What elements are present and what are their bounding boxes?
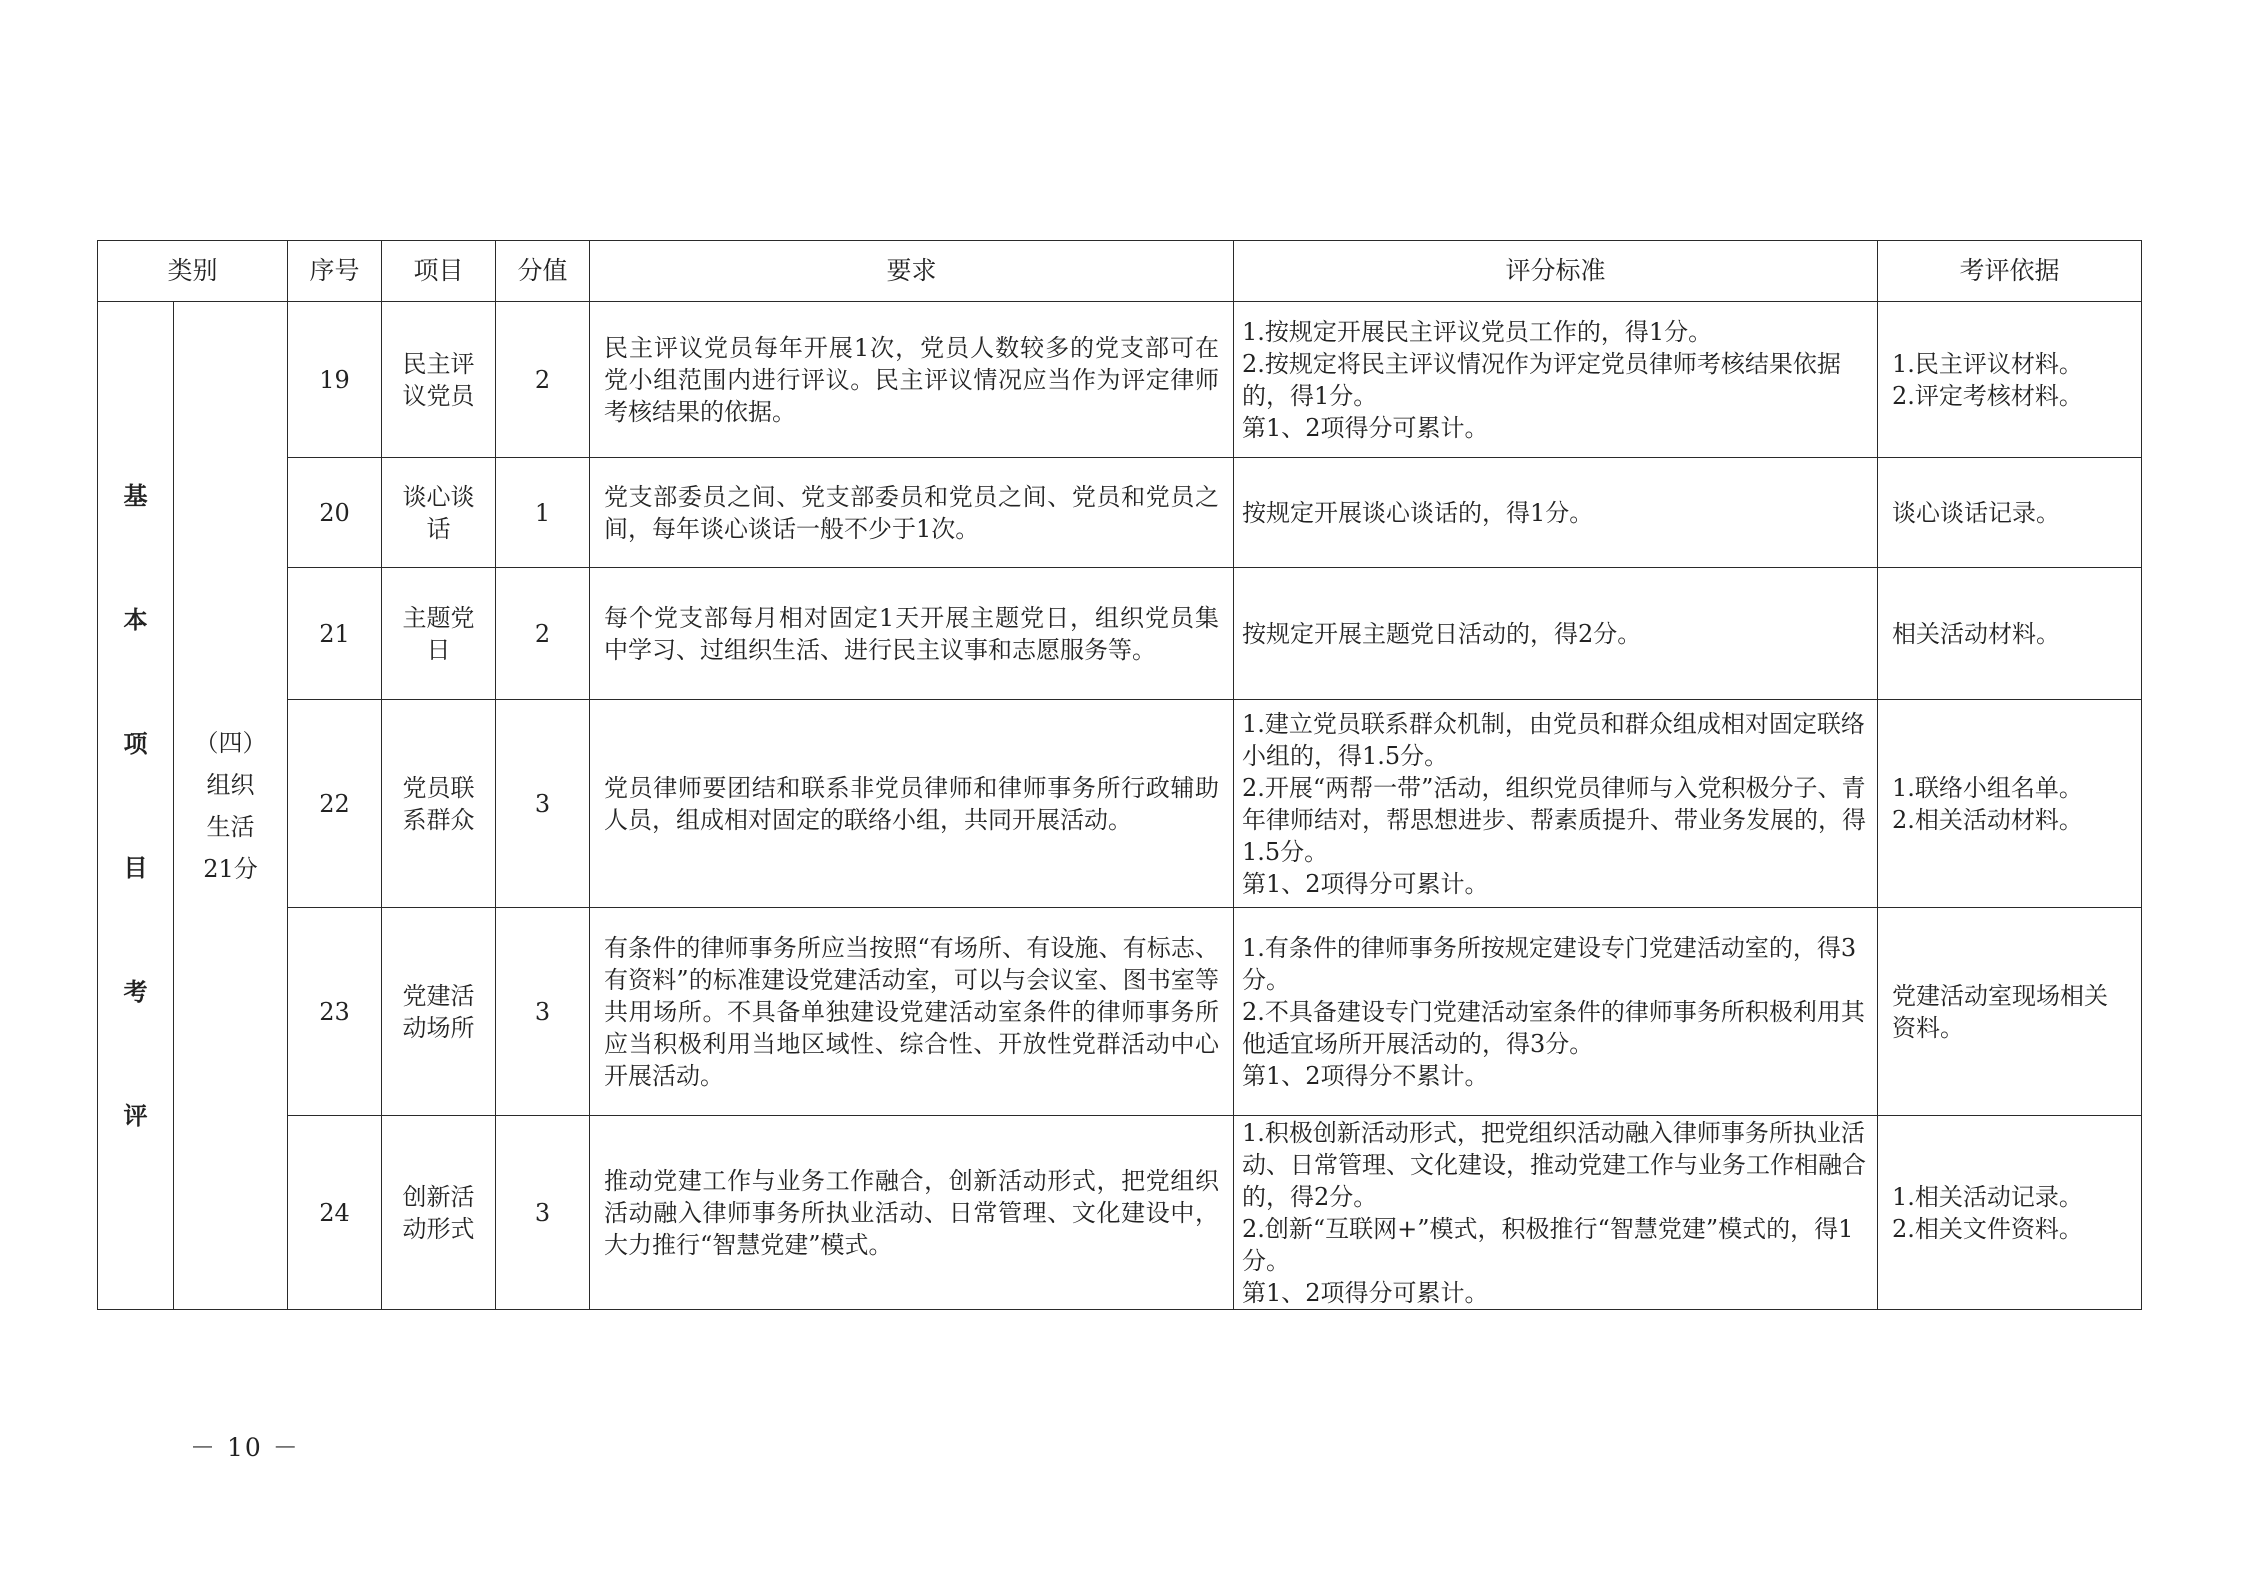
row-item: 主题党日: [382, 568, 496, 700]
header-category: 类别: [98, 241, 288, 302]
table-row: [98, 302, 2142, 458]
row-requirement: 每个党支部每月相对固定1天开展主题党日，组织党员集中学习、过组织生活、进行民主议事和志愿服务等。: [590, 568, 1234, 700]
row-item: 谈心谈话: [382, 458, 496, 568]
table-row: [98, 700, 2142, 908]
header-score: 分值: [496, 241, 590, 302]
criteria-line: 按规定开展主题党日活动的，得2分。: [1242, 619, 1642, 648]
row-basis: [1878, 302, 2142, 458]
row-number: 21: [288, 568, 382, 700]
row-number: 19: [288, 302, 382, 458]
category-char: 评: [123, 1100, 148, 1130]
header-number: 序号: [288, 241, 382, 302]
row-item: 民主评议党员: [382, 302, 496, 458]
criteria-line: 2.开展“两帮一带”活动，组织党员律师与入党积极分子、青年律师结对，帮思想进步、帮素质提升、带业务发展的，得1.5分。: [1242, 773, 1867, 866]
row-criteria: [1234, 568, 1878, 700]
table-row: [98, 458, 2142, 568]
criteria-line: 按规定开展谈心谈话的，得1分。: [1242, 498, 1594, 527]
row-basis: [1878, 700, 2142, 908]
header-item: 项目: [382, 241, 496, 302]
criteria-line: 1.有条件的律师事务所按规定建设专门党建活动室的，得3分。: [1242, 933, 1857, 994]
row-basis: [1878, 1116, 2142, 1310]
row-score: 3: [496, 908, 590, 1116]
row-number: 24: [288, 1116, 382, 1310]
row-requirement: 有条件的律师事务所应当按照“有场所、有设施、有标志、有资料”的标准建设党建活动室，可以与会议室、图书室等共用场所。不具备单独建设党建活动室条件的律师事务所应当积极利用当地区域性、综合性、开放性党群活动中心开展活动。: [590, 908, 1234, 1116]
row-item: 党建活动场所: [382, 908, 496, 1116]
criteria-line: 1.建立党员联系群众机制，由党员和群众组成相对固定联络小组的，得1.5分。: [1242, 709, 1865, 770]
criteria-line: 2.创新“互联网+”模式，积极推行“智慧党建”模式的，得1分。: [1242, 1214, 1854, 1275]
subcategory-line: 组织: [206, 770, 255, 799]
basis-line: 党建活动室现场相关资料。: [1892, 981, 2109, 1042]
table-header-row: [98, 241, 2142, 302]
row-score: 1: [496, 458, 590, 568]
criteria-line: 1.积极创新活动形式，把党组织活动融入律师事务所执业活动、日常管理、文化建设，推动党建工作与业务工作相融合的，得2分。: [1242, 1118, 1867, 1211]
category-char: 考: [123, 976, 148, 1006]
subcategory-cell: [174, 302, 288, 1310]
basis-line: 相关活动材料。: [1892, 619, 2061, 648]
row-criteria: [1234, 700, 1878, 908]
row-number: 22: [288, 700, 382, 908]
row-basis: [1878, 908, 2142, 1116]
row-item: 创新活动形式: [382, 1116, 496, 1310]
page-number: － 10 －: [190, 1433, 300, 1462]
criteria-line: 第1、2项得分可累计。: [1242, 869, 1489, 898]
row-criteria: [1234, 1116, 1878, 1310]
table-row: [98, 908, 2142, 1116]
row-number: 20: [288, 458, 382, 568]
row-requirement: 推动党建工作与业务工作融合，创新活动形式，把党组织活动融入律师事务所执业活动、日常管理、文化建设中，大力推行“智慧党建”模式。: [590, 1116, 1234, 1310]
subcategory-line: 21分: [203, 854, 258, 883]
header-criteria: 评分标准: [1234, 241, 1878, 302]
criteria-line: 第1、2项得分可累计。: [1242, 1278, 1489, 1307]
criteria-line: 1.按规定开展民主评议党员工作的，得1分。: [1242, 317, 1713, 346]
basis-line: 2.相关文件资料。: [1892, 1214, 2083, 1243]
table-row: [98, 1116, 2142, 1310]
row-basis: [1878, 568, 2142, 700]
row-requirement: 党员律师要团结和联系非党员律师和律师事务所行政辅助人员，组成相对固定的联络小组，共同开展活动。: [590, 700, 1234, 908]
basis-line: 1.相关活动记录。: [1892, 1182, 2083, 1211]
row-criteria: [1234, 302, 1878, 458]
row-criteria: [1234, 908, 1878, 1116]
row-requirement: 党支部委员之间、党支部委员和党员之间、党员和党员之间，每年谈心谈话一般不少于1次。: [590, 458, 1234, 568]
row-basis: [1878, 458, 2142, 568]
row-score: 3: [496, 1116, 590, 1310]
category-cell: [98, 302, 174, 1310]
table-row: [98, 568, 2142, 700]
row-requirement: 民主评议党员每年开展1次，党员人数较多的党支部可在党小组范围内进行评议。民主评议情况应当作为评定律师考核结果的依据。: [590, 302, 1234, 458]
criteria-line: 2.按规定将民主评议情况作为评定党员律师考核结果依据的，得1分。: [1242, 349, 1841, 410]
basis-line: 1.联络小组名单。: [1892, 773, 2083, 802]
evaluation-table: [97, 240, 2142, 1310]
category-char: 基: [123, 480, 148, 510]
header-basis: 考评依据: [1878, 241, 2142, 302]
category-char: 本: [123, 604, 148, 634]
row-criteria: [1234, 458, 1878, 568]
category-char: 目: [123, 852, 148, 882]
criteria-line: 第1、2项得分不累计。: [1242, 1061, 1489, 1090]
subcategory-line: 生活: [206, 812, 255, 841]
row-score: 3: [496, 700, 590, 908]
basis-line: 1.民主评议材料。: [1892, 349, 2083, 378]
category-char: 项: [123, 728, 148, 758]
basis-line: 2.相关活动材料。: [1892, 805, 2083, 834]
subcategory-line: （四）: [194, 728, 267, 757]
criteria-line: 第1、2项得分可累计。: [1242, 413, 1489, 442]
row-score: 2: [496, 302, 590, 458]
row-number: 23: [288, 908, 382, 1116]
row-score: 2: [496, 568, 590, 700]
row-item: 党员联系群众: [382, 700, 496, 908]
basis-line: 谈心谈话记录。: [1892, 498, 2061, 527]
criteria-line: 2.不具备建设专门党建活动室条件的律师事务所积极利用其他适宜场所开展活动的，得3分。: [1242, 997, 1865, 1058]
basis-line: 2.评定考核材料。: [1892, 381, 2083, 410]
header-requirement: 要求: [590, 241, 1234, 302]
